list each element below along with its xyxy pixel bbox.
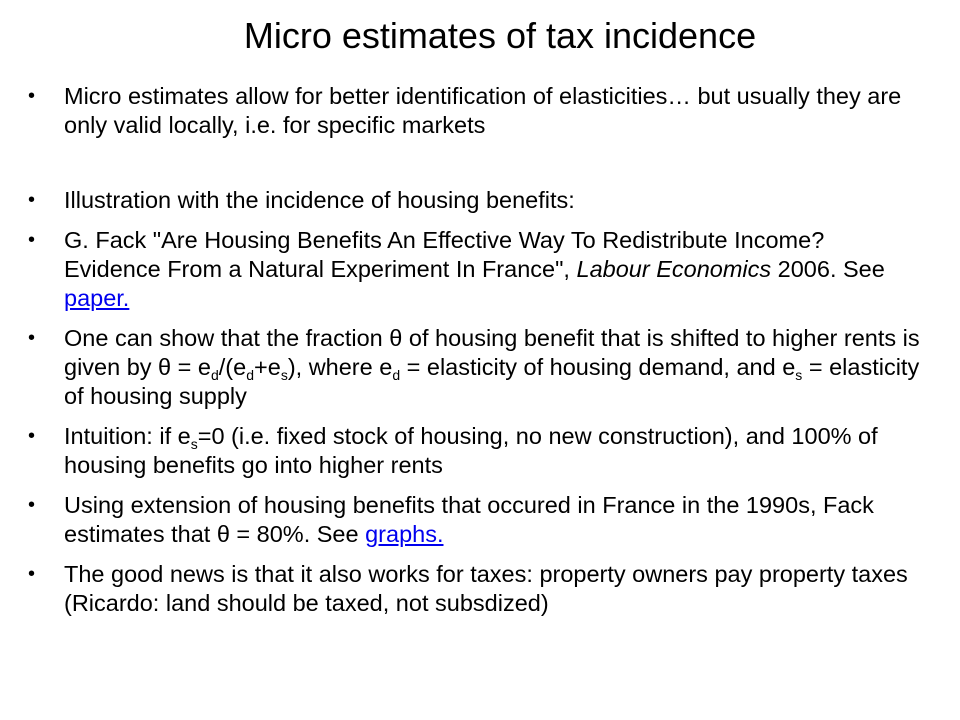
bullet-item-micro-estimates xyxy=(26,82,926,140)
intuition-text: Intuition: if e xyxy=(64,423,191,449)
bullet-item-illustration xyxy=(26,186,926,215)
slide-title: Micro estimates of tax incidence xyxy=(243,15,757,56)
bullet-item-theta-formula xyxy=(26,324,926,411)
bullet-marker: • xyxy=(28,327,36,349)
journal-name: Labour Economics xyxy=(576,256,772,282)
estimate-text: Using extension of housing benefits that occured in France in the 1990s, Fack estimates that θ = 80%. See xyxy=(64,492,874,547)
bullet-marker: • xyxy=(28,563,36,585)
bullet-text: Micro estimates allow for better identification of elasticities… but usually they are only valid locally, i.e. for specific markets xyxy=(64,83,902,138)
reference-year: 2006. See xyxy=(771,256,885,282)
graphs-link[interactable]: graphs. xyxy=(365,521,444,547)
bullet-item-good-news xyxy=(26,560,934,618)
bullet-item-fack-estimate xyxy=(26,491,926,549)
subscript-s: s xyxy=(280,367,288,383)
bullet-marker: • xyxy=(28,494,36,516)
formula-text: = elasticity of housing supply xyxy=(64,354,920,409)
bullet-text: Illustration with the incidence of housing benefits: xyxy=(64,187,575,213)
reference-text: G. Fack "Are Housing Benefits An Effective Way To Redistribute Income? Evidence From a Natural Experiment In France", xyxy=(64,227,825,282)
bullet-item-fack-reference xyxy=(26,226,926,313)
formula-text: +e xyxy=(254,354,281,380)
subscript-d: d xyxy=(210,367,219,383)
bullet-marker: • xyxy=(28,85,36,107)
bullet-marker: • xyxy=(28,189,36,211)
paper-link[interactable]: paper. xyxy=(64,285,130,311)
bullet-text: The good news is that it also works for taxes: property owners pay property taxes (Ricardo: land should be taxed, not subsdized) xyxy=(64,561,934,616)
intuition-text: =0 (i.e. fixed stock of housing, no new construction), and 100% of housing benefits go into higher rents xyxy=(64,423,878,478)
bullet-item-intuition xyxy=(26,422,926,480)
subscript-d: d xyxy=(246,367,255,383)
subscript-s: s xyxy=(795,367,803,383)
bullet-list xyxy=(26,82,934,629)
formula-text: One can show that the fraction θ of housing benefit that is shifted to higher rents is given by θ = e xyxy=(64,325,920,380)
formula-text: /(e xyxy=(218,354,247,380)
bullet-marker: • xyxy=(28,229,36,251)
formula-text: = elasticity of housing demand, and e xyxy=(400,354,796,380)
subscript-s: s xyxy=(190,436,198,452)
bullet-marker: • xyxy=(28,425,36,447)
subscript-d: d xyxy=(392,367,401,383)
formula-text: ), where e xyxy=(287,354,393,380)
